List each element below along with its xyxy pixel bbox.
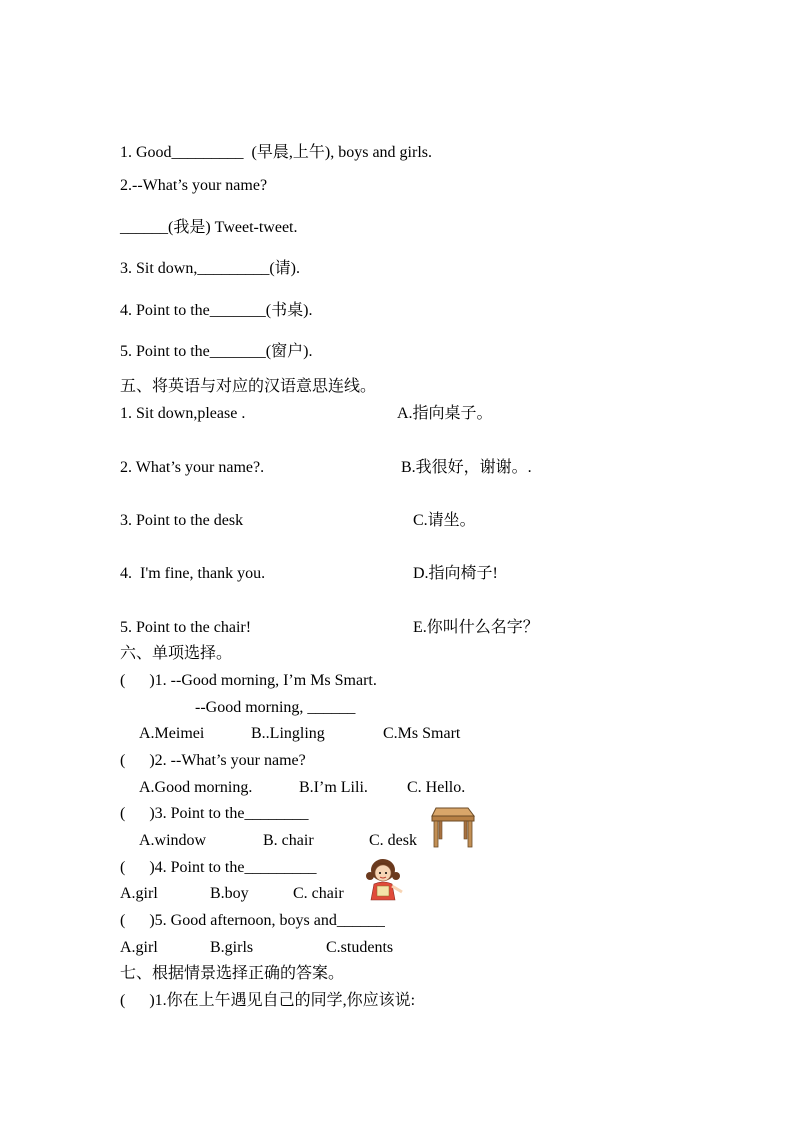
fill-in-item-1: 1. Good_________ (早晨,上午), boys and girls.	[120, 144, 432, 161]
fill-in-item-4: 4. Point to the_______(书桌).	[120, 302, 313, 319]
choice-q4-option-c: C. chair	[293, 885, 344, 902]
choice-q1-option-b: B..Lingling	[251, 725, 325, 742]
match-en-5: 5. Point to the chair!	[120, 619, 252, 636]
section5-title: 五、将英语与对应的汉语意思连线。	[120, 378, 377, 395]
match-en-3: 3. Point to the desk	[120, 512, 244, 529]
choice-q4-option-a: A.girl	[120, 885, 158, 902]
choice-q2-option-a: A.Good morning.	[139, 779, 253, 796]
match-en-4: 4. I'm fine, thank you.	[120, 565, 266, 582]
choice-q1-line2: --Good morning, ______	[195, 699, 356, 716]
section7-title: 七、根据情景选择正确的答案。	[120, 965, 345, 982]
choice-q1: ( )1. --Good morning, I’m Ms Smart.	[120, 672, 377, 689]
match-cn-2: B.我很好，谢谢。.	[401, 459, 532, 476]
fill-in-item-3: 3. Sit down,_________(请).	[120, 260, 301, 277]
choice-q2-option-c: C. Hello.	[407, 779, 466, 796]
choice-q2: ( )2. --What’s your name?	[120, 752, 306, 769]
fill-in-item-2: 2.--What’s your name?	[120, 177, 268, 194]
choice-q3: ( )3. Point to the________	[120, 805, 309, 822]
choice-q4: ( )4. Point to the_________	[120, 859, 317, 876]
girl-icon	[362, 856, 408, 902]
match-en-1: 1. Sit down,please .	[120, 405, 246, 422]
choice-q5-option-b: B.girls	[210, 939, 254, 956]
fill-in-item-2-answer: ______(我是) Tweet-tweet.	[120, 219, 298, 236]
match-cn-3: C.请坐。	[413, 512, 476, 529]
choice-q3-option-a: A.window	[139, 832, 207, 849]
choice-q5: ( )5. Good afternoon, boys and______	[120, 912, 385, 929]
desk-icon	[430, 804, 476, 848]
choice-q3-option-b: B. chair	[263, 832, 314, 849]
choice-q5-option-a: A.girl	[120, 939, 158, 956]
fill-in-item-5: 5. Point to the_______(窗户).	[120, 343, 313, 360]
section6-title: 六、单项选择。	[120, 645, 233, 662]
match-en-2: 2. What’s your name?.	[120, 459, 265, 476]
match-cn-1: A.指向桌子。	[397, 405, 493, 422]
choice-q3-option-c: C. desk	[369, 832, 417, 849]
choice-q2-option-b: B.I’m Lili.	[299, 779, 368, 796]
choice-q1-option-a: A.Meimei	[139, 725, 205, 742]
match-cn-5: E.你叫什么名字？	[413, 619, 539, 636]
situation-q1: ( )1.你在上午遇见自己的同学,你应该说:	[120, 992, 416, 1009]
match-cn-4: D.指向椅子!	[413, 565, 498, 582]
choice-q1-option-c: C.Ms Smart	[383, 725, 461, 742]
choice-q4-option-b: B.boy	[210, 885, 249, 902]
choice-q5-option-c: C.students	[326, 939, 394, 956]
